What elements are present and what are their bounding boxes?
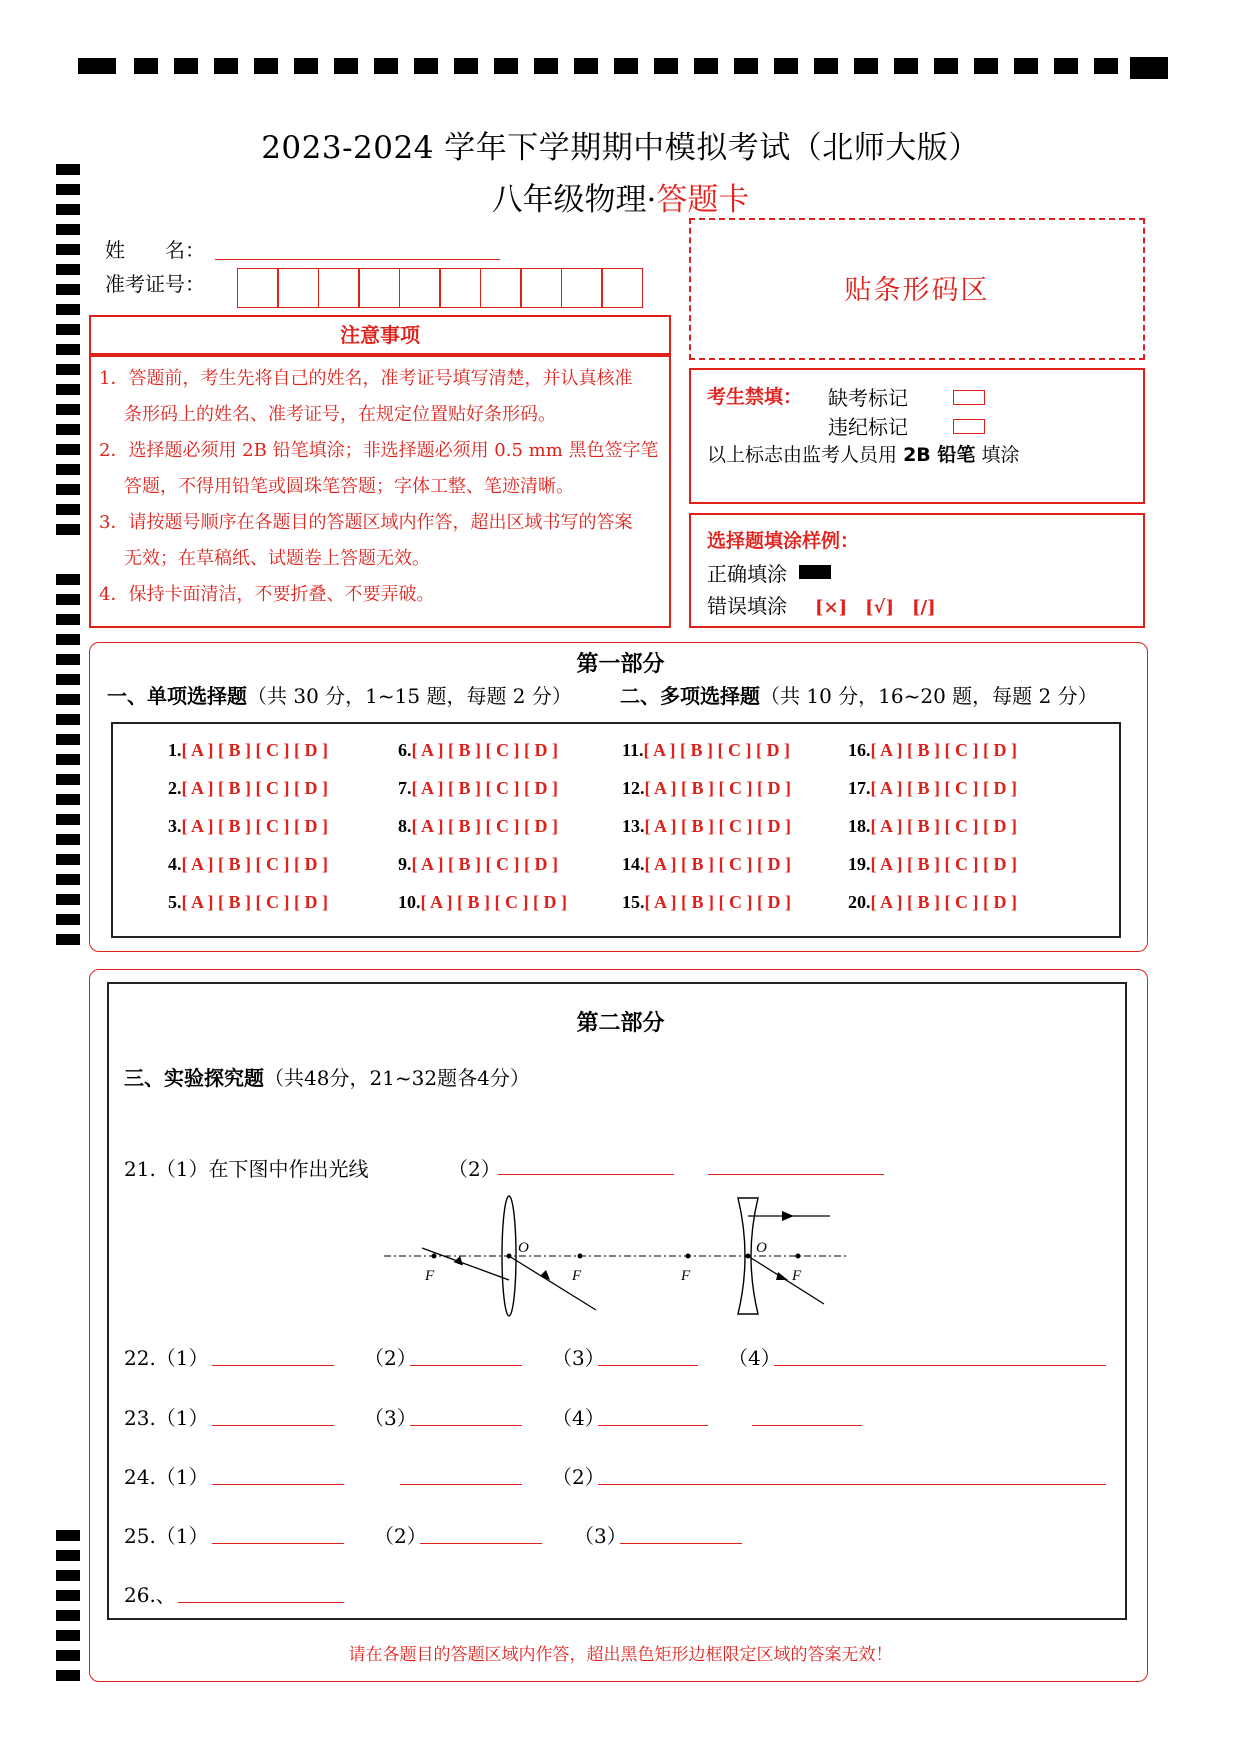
choice-row[interactable]: 18.[ A ] [ B ] [ C ] [ D ] <box>848 816 1017 836</box>
q22-label: （3） <box>552 1346 605 1370</box>
label-F: F <box>425 1268 435 1284</box>
q26-label: 26.、 <box>124 1583 176 1607</box>
choice-row[interactable]: 8.[ A ] [ B ] [ C ] [ D ] <box>398 816 558 836</box>
choice-row[interactable]: 19.[ A ] [ B ] [ C ] [ D ] <box>848 854 1017 874</box>
correct-fill-example <box>799 565 831 579</box>
proctor-label: 考生禁填： <box>707 386 803 408</box>
proctor-note: 以上标志由监考人员用 2B 铅笔 填涂 <box>707 444 1020 466</box>
q22-label: （4） <box>728 1346 781 1370</box>
name-field[interactable] <box>215 259 500 260</box>
choice-row[interactable]: 4.[ A ] [ B ] [ C ] [ D ] <box>168 854 328 874</box>
choice-row[interactable]: 13.[ A ] [ B ] [ C ] [ D ] <box>622 816 791 836</box>
wrong-fill-examples: [×] [√] [/] <box>815 597 936 618</box>
q22-label: （2） <box>364 1346 417 1370</box>
choice-row[interactable]: 16.[ A ] [ B ] [ C ] [ D ] <box>848 740 1017 760</box>
answer-line[interactable] <box>400 1484 522 1485</box>
answer-line[interactable] <box>410 1365 522 1366</box>
q24-label: （2） <box>552 1465 605 1489</box>
part2-title: 第二部分 <box>576 1011 665 1036</box>
single-choice-heading: 一、单项选择题（共 30 分，1~15 题，每题 2 分） <box>107 684 572 708</box>
notice-body <box>89 355 671 628</box>
answer-line[interactable] <box>620 1543 742 1544</box>
notice-item: 答题，不得用铅笔或圆珠笔答题；字体工整、笔迹清晰。 <box>124 476 574 497</box>
footer-warning: 请在各题目的答题区域内作答，超出黑色矩形边框限定区域的答案无效！ <box>348 1645 893 1665</box>
choice-row[interactable]: 6.[ A ] [ B ] [ C ] [ D ] <box>398 740 558 760</box>
violation-mark-box[interactable] <box>953 416 985 435</box>
notice-item: 4．保持卡面清洁，不要折叠、不要弄破。 <box>99 584 435 605</box>
concave-focus-left <box>686 1254 691 1259</box>
label-F: F <box>792 1268 802 1284</box>
q21-part2-label: （2） <box>448 1157 501 1181</box>
proctor-box <box>689 368 1145 504</box>
correct-fill-label: 正确填涂 <box>707 562 787 586</box>
answer-line[interactable] <box>212 1365 334 1366</box>
absent-mark-box[interactable] <box>953 387 985 406</box>
choice-row[interactable]: 3.[ A ] [ B ] [ C ] [ D ] <box>168 816 328 836</box>
notice-header <box>89 315 671 355</box>
q23-label: （4） <box>552 1406 605 1430</box>
answer-line[interactable] <box>598 1425 708 1426</box>
exam-title: 2023-2024 学年下学期期中模拟考试（北师大版） <box>261 130 980 166</box>
experiment-section-heading: 三、实验探究题（共48分，21~32题各4分） <box>124 1066 530 1090</box>
choice-row[interactable]: 2.[ A ] [ B ] [ C ] [ D ] <box>168 778 328 798</box>
label-O: O <box>518 1240 529 1256</box>
label-F: F <box>572 1268 582 1284</box>
answer-line[interactable] <box>708 1174 884 1175</box>
q25-label: （3） <box>574 1524 627 1548</box>
barcode-area <box>689 218 1145 360</box>
concave-focus-right <box>796 1254 801 1259</box>
absent-mark-label: 缺考标记 <box>828 386 908 410</box>
choice-row[interactable]: 7.[ A ] [ B ] [ C ] [ D ] <box>398 778 558 798</box>
choice-row[interactable]: 1.[ A ] [ B ] [ C ] [ D ] <box>168 740 328 760</box>
q21-part1-label: 21.（1）在下图中作出光线 <box>124 1157 369 1181</box>
answer-line[interactable] <box>420 1543 542 1544</box>
choice-row[interactable]: 15.[ A ] [ B ] [ C ] [ D ] <box>622 892 791 912</box>
answer-line[interactable] <box>598 1484 1106 1485</box>
notice-item: 无效；在草稿纸、试题卷上答题无效。 <box>124 548 430 569</box>
arrow-head <box>776 1272 788 1280</box>
q25-label: 25.（1） <box>124 1524 209 1548</box>
barcode-area-label: 贴条形码区 <box>844 275 990 306</box>
answer-line[interactable] <box>598 1365 698 1366</box>
card-subtitle: 八年级物理·答题卡 <box>491 182 750 218</box>
notice-item: 条形码上的姓名、准考证号，在规定位置贴好条形码。 <box>124 404 556 425</box>
notice-item: 2．选择题必须用 2B 铅笔填涂；非选择题必须用 0.5 mm 黑色签字笔 <box>99 440 659 461</box>
multi-choice-heading: 二、多项选择题（共 10 分，16~20 题，每题 2 分） <box>620 684 1098 708</box>
choice-row[interactable]: 5.[ A ] [ B ] [ C ] [ D ] <box>168 892 328 912</box>
violation-mark-label: 违纪标记 <box>828 415 908 439</box>
q23-label: 23.（1） <box>124 1406 209 1430</box>
q22-label: 22.（1） <box>124 1346 209 1370</box>
choice-row[interactable]: 14.[ A ] [ B ] [ C ] [ D ] <box>622 854 791 874</box>
optics-diagram[interactable] <box>380 1192 850 1322</box>
choice-row[interactable]: 12.[ A ] [ B ] [ C ] [ D ] <box>622 778 791 798</box>
wrong-fill-label: 错误填涂 <box>707 594 787 618</box>
answer-line[interactable] <box>498 1174 674 1175</box>
fill-sample-box <box>689 513 1145 628</box>
ray-through-center <box>509 1256 596 1310</box>
convex-focus-right <box>578 1254 583 1259</box>
label-O: O <box>756 1240 767 1256</box>
answer-line[interactable] <box>410 1425 522 1426</box>
answer-line[interactable] <box>212 1543 344 1544</box>
choice-row[interactable]: 11.[ A ] [ B ] [ C ] [ D ] <box>622 740 790 760</box>
incident-ray-1 <box>422 1248 509 1280</box>
part1-title: 第一部分 <box>576 652 665 677</box>
q24-label: 24.（1） <box>124 1465 209 1489</box>
answer-line[interactable] <box>212 1484 344 1485</box>
answer-line[interactable] <box>178 1602 344 1603</box>
fill-sample-title: 选择题填涂样例： <box>707 530 860 552</box>
id-label: 准考证号： <box>105 272 205 296</box>
id-number-grid[interactable] <box>238 268 643 308</box>
answer-line[interactable] <box>752 1425 862 1426</box>
choice-row[interactable]: 10.[ A ] [ B ] [ C ] [ D ] <box>398 892 567 912</box>
choice-row[interactable]: 17.[ A ] [ B ] [ C ] [ D ] <box>848 778 1017 798</box>
arrow-head <box>782 1211 794 1221</box>
name-label: 姓 名： <box>105 238 205 262</box>
notice-title: 注意事项 <box>340 323 420 347</box>
q25-label: （2） <box>374 1524 427 1548</box>
notice-item: 3．请按题号顺序在各题目的答题区域内作答，超出区域书写的答案 <box>99 512 633 533</box>
choice-row[interactable]: 20.[ A ] [ B ] [ C ] [ D ] <box>848 892 1017 912</box>
notice-item: 1．答题前，考生先将自己的姓名，准考证号填写清楚，并认真核准 <box>99 368 633 389</box>
convex-focus-left <box>432 1254 437 1259</box>
q23-label: （3） <box>364 1406 417 1430</box>
label-F: F <box>681 1268 691 1284</box>
answer-line[interactable] <box>774 1365 1106 1366</box>
choice-row[interactable]: 9.[ A ] [ B ] [ C ] [ D ] <box>398 854 558 874</box>
answer-line[interactable] <box>212 1425 334 1426</box>
